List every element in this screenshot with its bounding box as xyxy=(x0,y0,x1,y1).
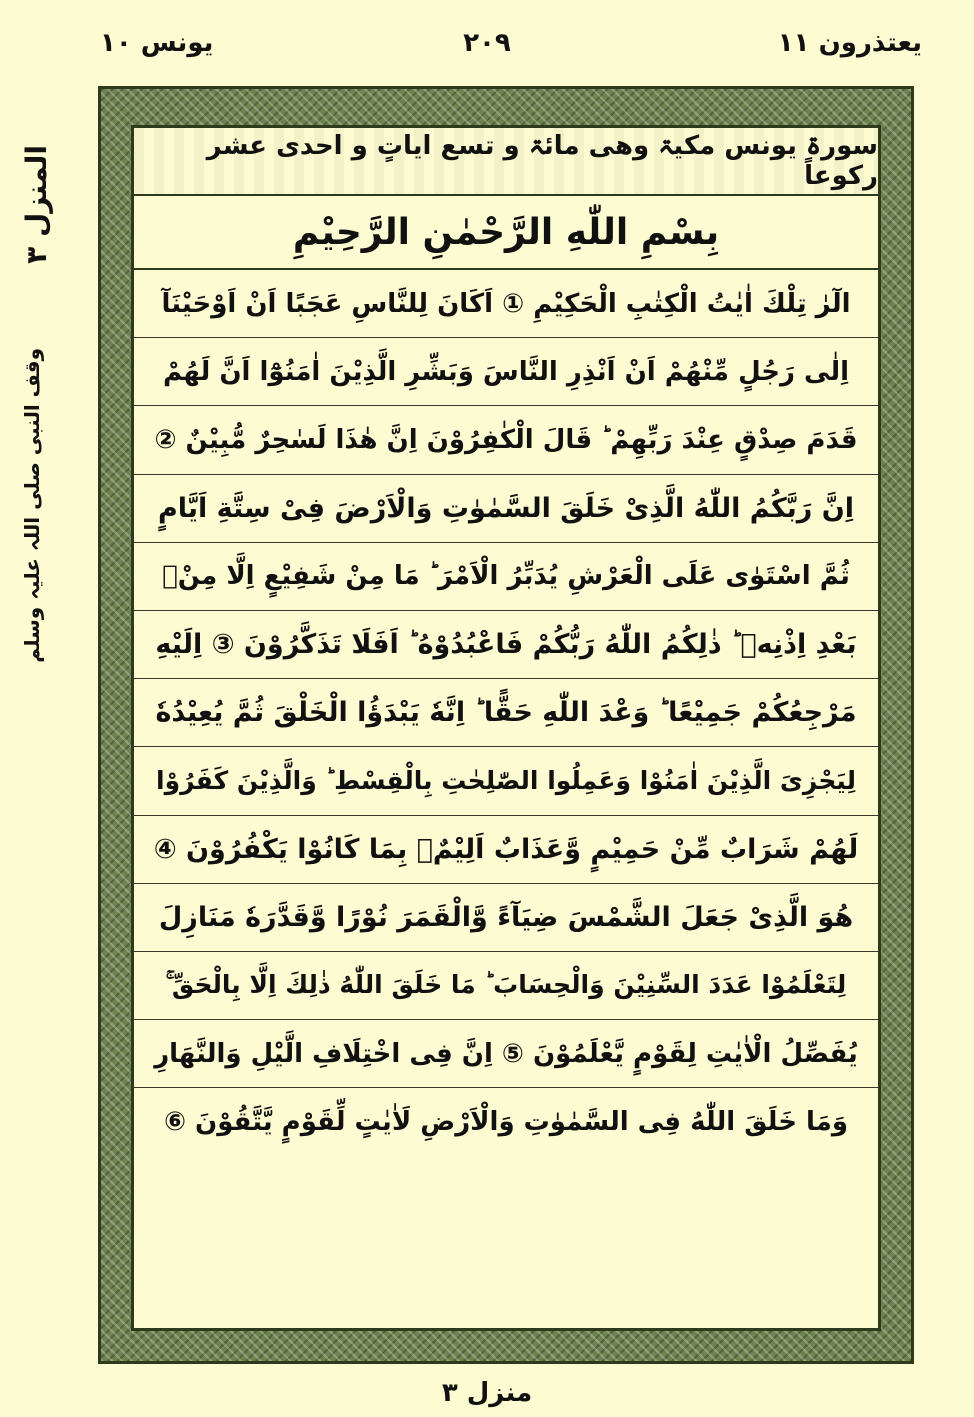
bismillah-line: بِسْمِ اللّٰهِ الرَّحْمٰنِ الرَّحِيْمِ xyxy=(134,196,878,270)
ornamental-border xyxy=(98,86,914,1364)
verse-line: اِنَّ رَبَّكُمُ اللّٰهُ الَّذِىْ خَلَقَ السَّمٰوٰتِ وَالْاَرْضَ فِىْ سِتَّةِ اَيَّامٍ xyxy=(134,475,878,543)
page-number: ۲۰۹ xyxy=(463,28,511,58)
verse-line: مَرْجِعُكُمْ جَمِيْعًا ؕ وَعْدَ اللّٰهِ حَقًّا ؕ اِنَّهٗ يَبْدَؤُا الْخَلْقَ ثُمَّ يُعِيْدُهٗ xyxy=(134,679,878,747)
verse-line: ثُمَّ اسْتَوٰى عَلَى الْعَرْشِ يُدَبِّرُ الْاَمْرَ ؕ مَا مِنْ شَفِيْعٍ اِلَّا مِنْۢ xyxy=(134,543,878,611)
verse-line: اِلٰى رَجُلٍ مِّنْهُمْ اَنْ اَنْذِرِ النَّاسَ وَبَشِّرِ الَّذِيْنَ اٰمَنُوْٓا اَنَّ لَهُمْ xyxy=(134,338,878,406)
surah-banner: سورۃ یونس مکیۃ وھی مائۃ و تسع ایاتٍ و احدی عشر رکوعاً xyxy=(134,128,878,196)
side-waqf-note: وقف النبی صلی اللہ علیہ وسلم xyxy=(20,348,44,663)
text-panel xyxy=(131,125,881,1331)
header-juz-name: یعتذرون ۱۱ xyxy=(777,28,922,58)
verse-line: قَدَمَ صِدْقٍ عِنْدَ رَبِّهِمْ ؕ قَالَ الْكٰفِرُوْنَ اِنَّ هٰذَا لَسٰحِرٌ مُّبِيْنٌ ② xyxy=(134,406,878,474)
verse-lines xyxy=(134,270,878,1328)
verse-line: بَعْدِ اِذْنِهٖ ؕ ذٰلِكُمُ اللّٰهُ رَبُّكُمْ فَاعْبُدُوْهُ ؕ اَفَلَا تَذَكَّرُوْنَ ③ اِلَيْهِ xyxy=(134,611,878,679)
verse-line: لِتَعْلَمُوْا عَدَدَ السِّنِيْنَ وَالْحِسَابَ ؕ مَا خَلَقَ اللّٰهُ ذٰلِكَ اِلَّا بِالْحَقِّ ۚ xyxy=(134,952,878,1020)
verse-line: هُوَ الَّذِىْ جَعَلَ الشَّمْسَ ضِيَآءً وَّالْقَمَرَ نُوْرًا وَّقَدَّرَهٗ مَنَازِلَ xyxy=(134,884,878,952)
verse-line: لَهُمْ شَرَابٌ مِّنْ حَمِيْمٍ وَّعَذَابٌ اَلِيْمٌۢ بِمَا كَانُوْا يَكْفُرُوْنَ ④ xyxy=(134,816,878,884)
side-manzil-label: المنزل ۳ xyxy=(20,145,53,264)
header-surah-name: یونس ۱۰ xyxy=(100,28,214,58)
verse-line: الٓرٰ تِلْكَ اٰيٰتُ الْكِتٰبِ الْحَكِيْمِ ① اَكَانَ لِلنَّاسِ عَجَبًا اَنْ اَوْحَيْنَآ xyxy=(134,270,878,338)
verse-line: يُفَصِّلُ الْاٰيٰتِ لِقَوْمٍ يَّعْلَمُوْنَ ⑤ اِنَّ فِى اخْتِلَافِ الَّيْلِ وَالنَّهَارِ xyxy=(134,1020,878,1088)
verse-line: لِيَجْزِىَ الَّذِيْنَ اٰمَنُوْا وَعَمِلُوا الصّٰلِحٰتِ بِالْقِسْطِ ؕ وَالَّذِيْنَ كَفَرُوْا xyxy=(134,747,878,815)
footer-manzil: منزل ۳ xyxy=(441,1378,533,1408)
verse-line: وَمَا خَلَقَ اللّٰهُ فِى السَّمٰوٰتِ وَالْاَرْضِ لَاٰيٰتٍ لِّقَوْمٍ يَّتَّقُوْنَ ⑥ xyxy=(163,1107,849,1138)
